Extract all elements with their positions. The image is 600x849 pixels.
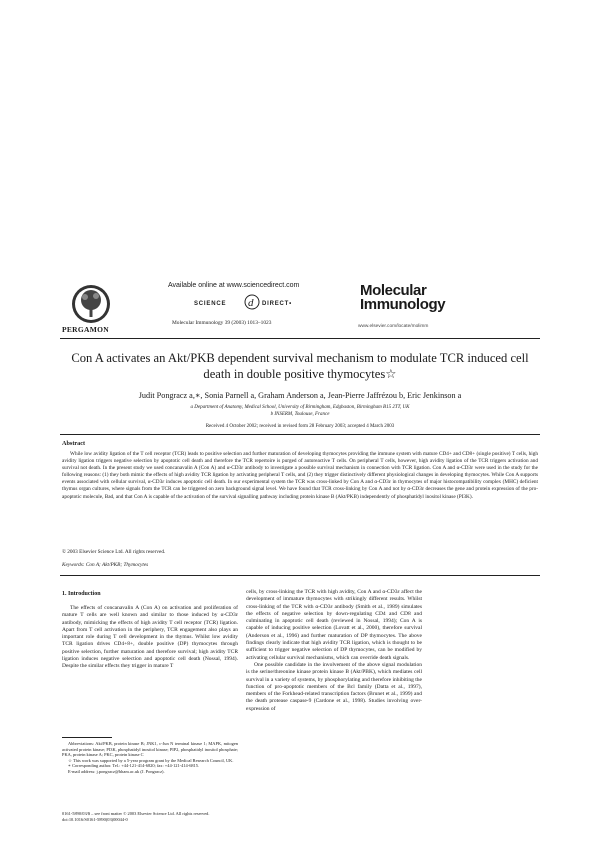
header-rule [60, 338, 540, 339]
svg-text:SCIENCE: SCIENCE [194, 301, 227, 307]
abstract-top-rule [60, 434, 540, 435]
journal-title-line1: Molecular [360, 282, 427, 299]
footnote-rule [62, 737, 112, 738]
journal-reference: Molecular Immunology 39 (2003) 1013–1023 [172, 320, 272, 326]
introduction-heading: 1. Introduction [62, 591, 101, 597]
journal-url[interactable]: www.elsevier.com/locate/molimm [358, 324, 429, 329]
issn-line: 0161-5890/03/$ – see front matter © 2003 Elsevier Science Ltd. All rights reserved. [62, 811, 210, 816]
keywords-line: Keywords: Con A; Akt/PKB; Thymocytes [62, 562, 149, 568]
footnote-corresponding: ∗ Corresponding author. Tel.: +44-121-414-6820; fax: +44-121-414-6815. [68, 763, 200, 768]
affiliation-a: a Department of Anatomy, Medical School, University of Birmingham, Edgbaston, Birmingham B15 2TT, UK [190, 405, 410, 410]
received-dates: Received 4 October 2002; received in revised form 28 February 2003; accepted 4 March 2003 [205, 424, 395, 429]
svg-text:d: d [248, 297, 254, 309]
intro-right-paragraph-2: One possible candidate in the involvement of the above signal modulation is the serine/threonine kinase protein kinase B (Akt/PBK), which mediates cell survival in a variety of systems, by phosphorylating and therefore inhibiting the function of pro-apoptotic members of the Bcl family (Datta et al., 1997), members of the Forkhead-related transcription factors (Brunet et al., 1999) and the death protease caspase-9 (Cardone et al., 1998). Studies involving over-expression of [246, 661, 422, 712]
sciencedirect-logo-icon [194, 294, 306, 310]
available-online-text: Available online at www.sciencedirect.com [168, 282, 300, 289]
svg-text:DIRECT•: DIRECT• [262, 301, 293, 307]
publisher-name: PERGAMON [62, 325, 109, 334]
publication-info [62, 811, 209, 823]
journal-title-line2: Immunology [360, 296, 446, 313]
doi-line: doi:10.1016/S0161-5890(03)00044-0 [62, 816, 128, 822]
article-title: Con A activates an Akt/PKB dependent survival mechanism to modulate TCR induced cell death in double positive thymocytes☆ [71, 351, 529, 381]
copyright-line: © 2003 Elsevier Science Ltd. All rights reserved. [62, 549, 166, 555]
author-list: Judit Pongracz a,∗, Sonia Parnell a, Graham Anderson a, Jean-Pierre Jaffrézou b, Eric Jenkinson a [138, 391, 462, 400]
intro-left-column: The effects of concanavalin A (Con A) on activation and proliferation of mature T cells are well known and similar to those induced by α-CD3ε antibody, mimicking the effects of high avidity T cell receptor (TCR) ligation. Apart from T cell activation in the periphery, TCR engagement also plays an important role during T cell development in the thymus. Whilst low avidity TCR ligation drives CD4+8+, double positive (DP) thymocytes through positive selection, further maturation and therefore survival; high avidity TCR ligation induces negative selection and apoptotic cell death (Nossal, 1994). Despite the similar effects they trigger in mature T [62, 605, 238, 670]
footnote-email: E-mail address: j.pongracz@bham.ac.uk (J. Pongracz). [68, 768, 165, 774]
footnote-abbreviations: Abbreviations: Akt/PKB, protein kinase B; JNK1, c-Jun N terminal kinase 1; MAPK, mitogen activated protein kinase; PI3K, phosphatidyl inositol kinase; PIP2, phosphatidyl inositol phosphate; PKA, protein kinase A; PKC, protein kinase C [62, 741, 238, 757]
abstract-text: While low avidity ligation of the T cell receptor (TCR) leads to positive selection and further maturation of developing thymocytes providing the immune system with mature CD4+ and CD8+ (single positive) T cells, high avidity ligation triggers negative selection by apoptotic cell death and therefore the TCR repertoire is purged of autoreactive T cells. On peripheral T cells, however, high avidity ligation of the TCR triggers activation and survival not death. In the present study we used concanavalin A (Con A) and α-CD3ε antibody to investigate a possible survival mechanism in connection with TCR ligation. Con A and α-CD3ε were used in the study for the following reasons: (1) they both mimic the effects of high avidity TCR ligation by activating peripheral T cells, and (2) they trigger distinctively different physiological changes in developing thymocytes. While Con A supports events associated with cellular survival, α-CD3ε induces apoptotic cell death. In our experimental system the TCR was cross-linked by Con A and α-CD3ε in thymocytes of major histocompatibility complex (MHC) deficient thymus organ cultures, where signals from the TCR can be triggered on zero background signal level. We have found that TCR cross-linking by Con A and not by α-CD3ε decreases the gene and protein expression of the pro-apoptotic molecule, Bad, and that Con A is capable of the activation of the survival signalling pathway including protein kinase B (Akt/PKB) independently of phosphatidyl inositol kinase (PI3K). [62, 451, 538, 500]
footnotes [62, 741, 238, 774]
footnote-grant: ☆ This work was supported by a 5-year program grant by the Medical Research Council, UK. [68, 757, 234, 763]
intro-right-column [246, 589, 422, 713]
intro-right-paragraph-1: cells, by cross-linking the TCR with high avidity, Con A and α-CD3ε affect the development of immature thymocytes with strikingly different results. Whilst cross-linking of the TCR with α-CD3ε antibody (Smith et al., 1989) simulates the effects of negative selection by down-regulating CD4 and CD8 and culminating in apoptotic cell death (reviewed in Nossal, 1994); Con A is capable of inducing positive selection (Lovatt et al., 2000), therefore survival (Anderson et al., 1996) and further maturation of DP thymocytes. The above findings clearly indicate that high avidity TCR ligation, which is thought to be sufficient to trigger negative selection of DP thymocytes, can be modified by activating cellular survival mechanisms, which can override death signals. [246, 589, 422, 661]
affiliations [60, 404, 540, 418]
abstract-heading: Abstract [62, 440, 86, 447]
pergamon-tree-logo-icon [70, 283, 112, 325]
abstract-bottom-rule [60, 575, 540, 576]
affiliation-b: b INSERM, Toulouse, France [270, 412, 330, 417]
journal-title [360, 284, 445, 312]
